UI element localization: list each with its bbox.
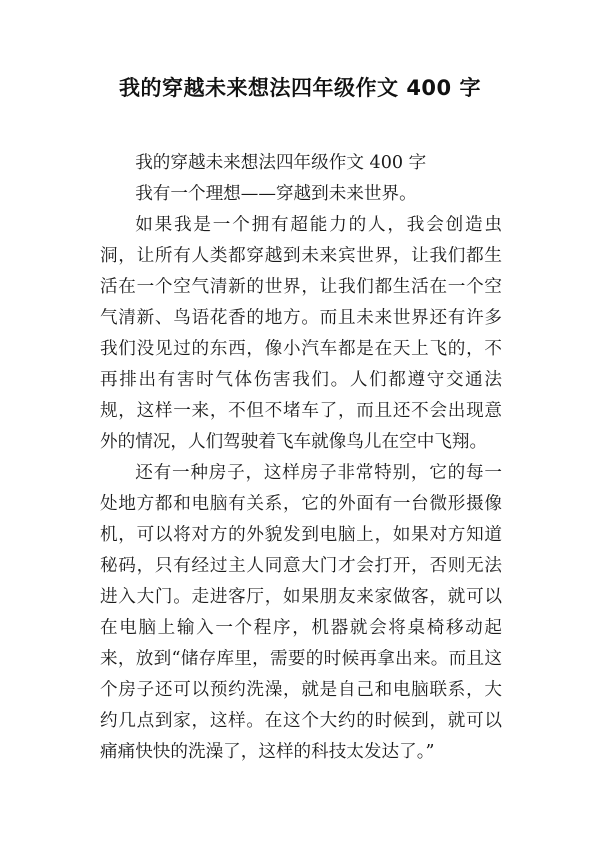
document-title: 我的穿越未来想法四年级作文 400 字 bbox=[119, 76, 481, 100]
paragraph-intro: 我有一个理想——穿越到未来世界。 bbox=[135, 184, 417, 204]
paragraph-smart-house: 还有一种房子，这样房子非常特别，它的每一处地方都和电脑有关系，它的外面有一台微形摄像机，可以将对方的外貌发到电脑上，如果对方知道秘码，只有经过主人同意大门才会打开，否则无法进入大门。走进客厅，如果朋友来家做客，就可以在电脑上输入一个程序，机器就会将桌椅移动起来，放到“储存库里，需要的时候再拿出来。而且这个房子还可以预约洗澡，就是自己和电脑联系，大约几点到家，这样。在这个大约的时候到，就可以痛痛快快的洗澡了，这样的科技太发达了。” bbox=[100, 463, 502, 762]
paragraph-future-world: 如果我是一个拥有超能力的人，我会创造虫洞，让所有人类都穿越到未来宾世界，让我们都生活在一个空气清新的世界，让我们都生活在一个空气清新、鸟语花香的地方。而且未来世界还有许多我们没见过的东西，像小汽车都是在天上飞的，不再排出有害时气体伤害我们。人们都遵守交通法规，这样一来，不但不堵车了，而且还不会出现意外的情况，人们驾驶着飞车就像鸟儿在空中飞翔。 bbox=[100, 215, 502, 452]
paragraph-subtitle: 我的穿越未来想法四年级作文 400 字 bbox=[135, 153, 427, 173]
document-body bbox=[100, 148, 502, 768]
